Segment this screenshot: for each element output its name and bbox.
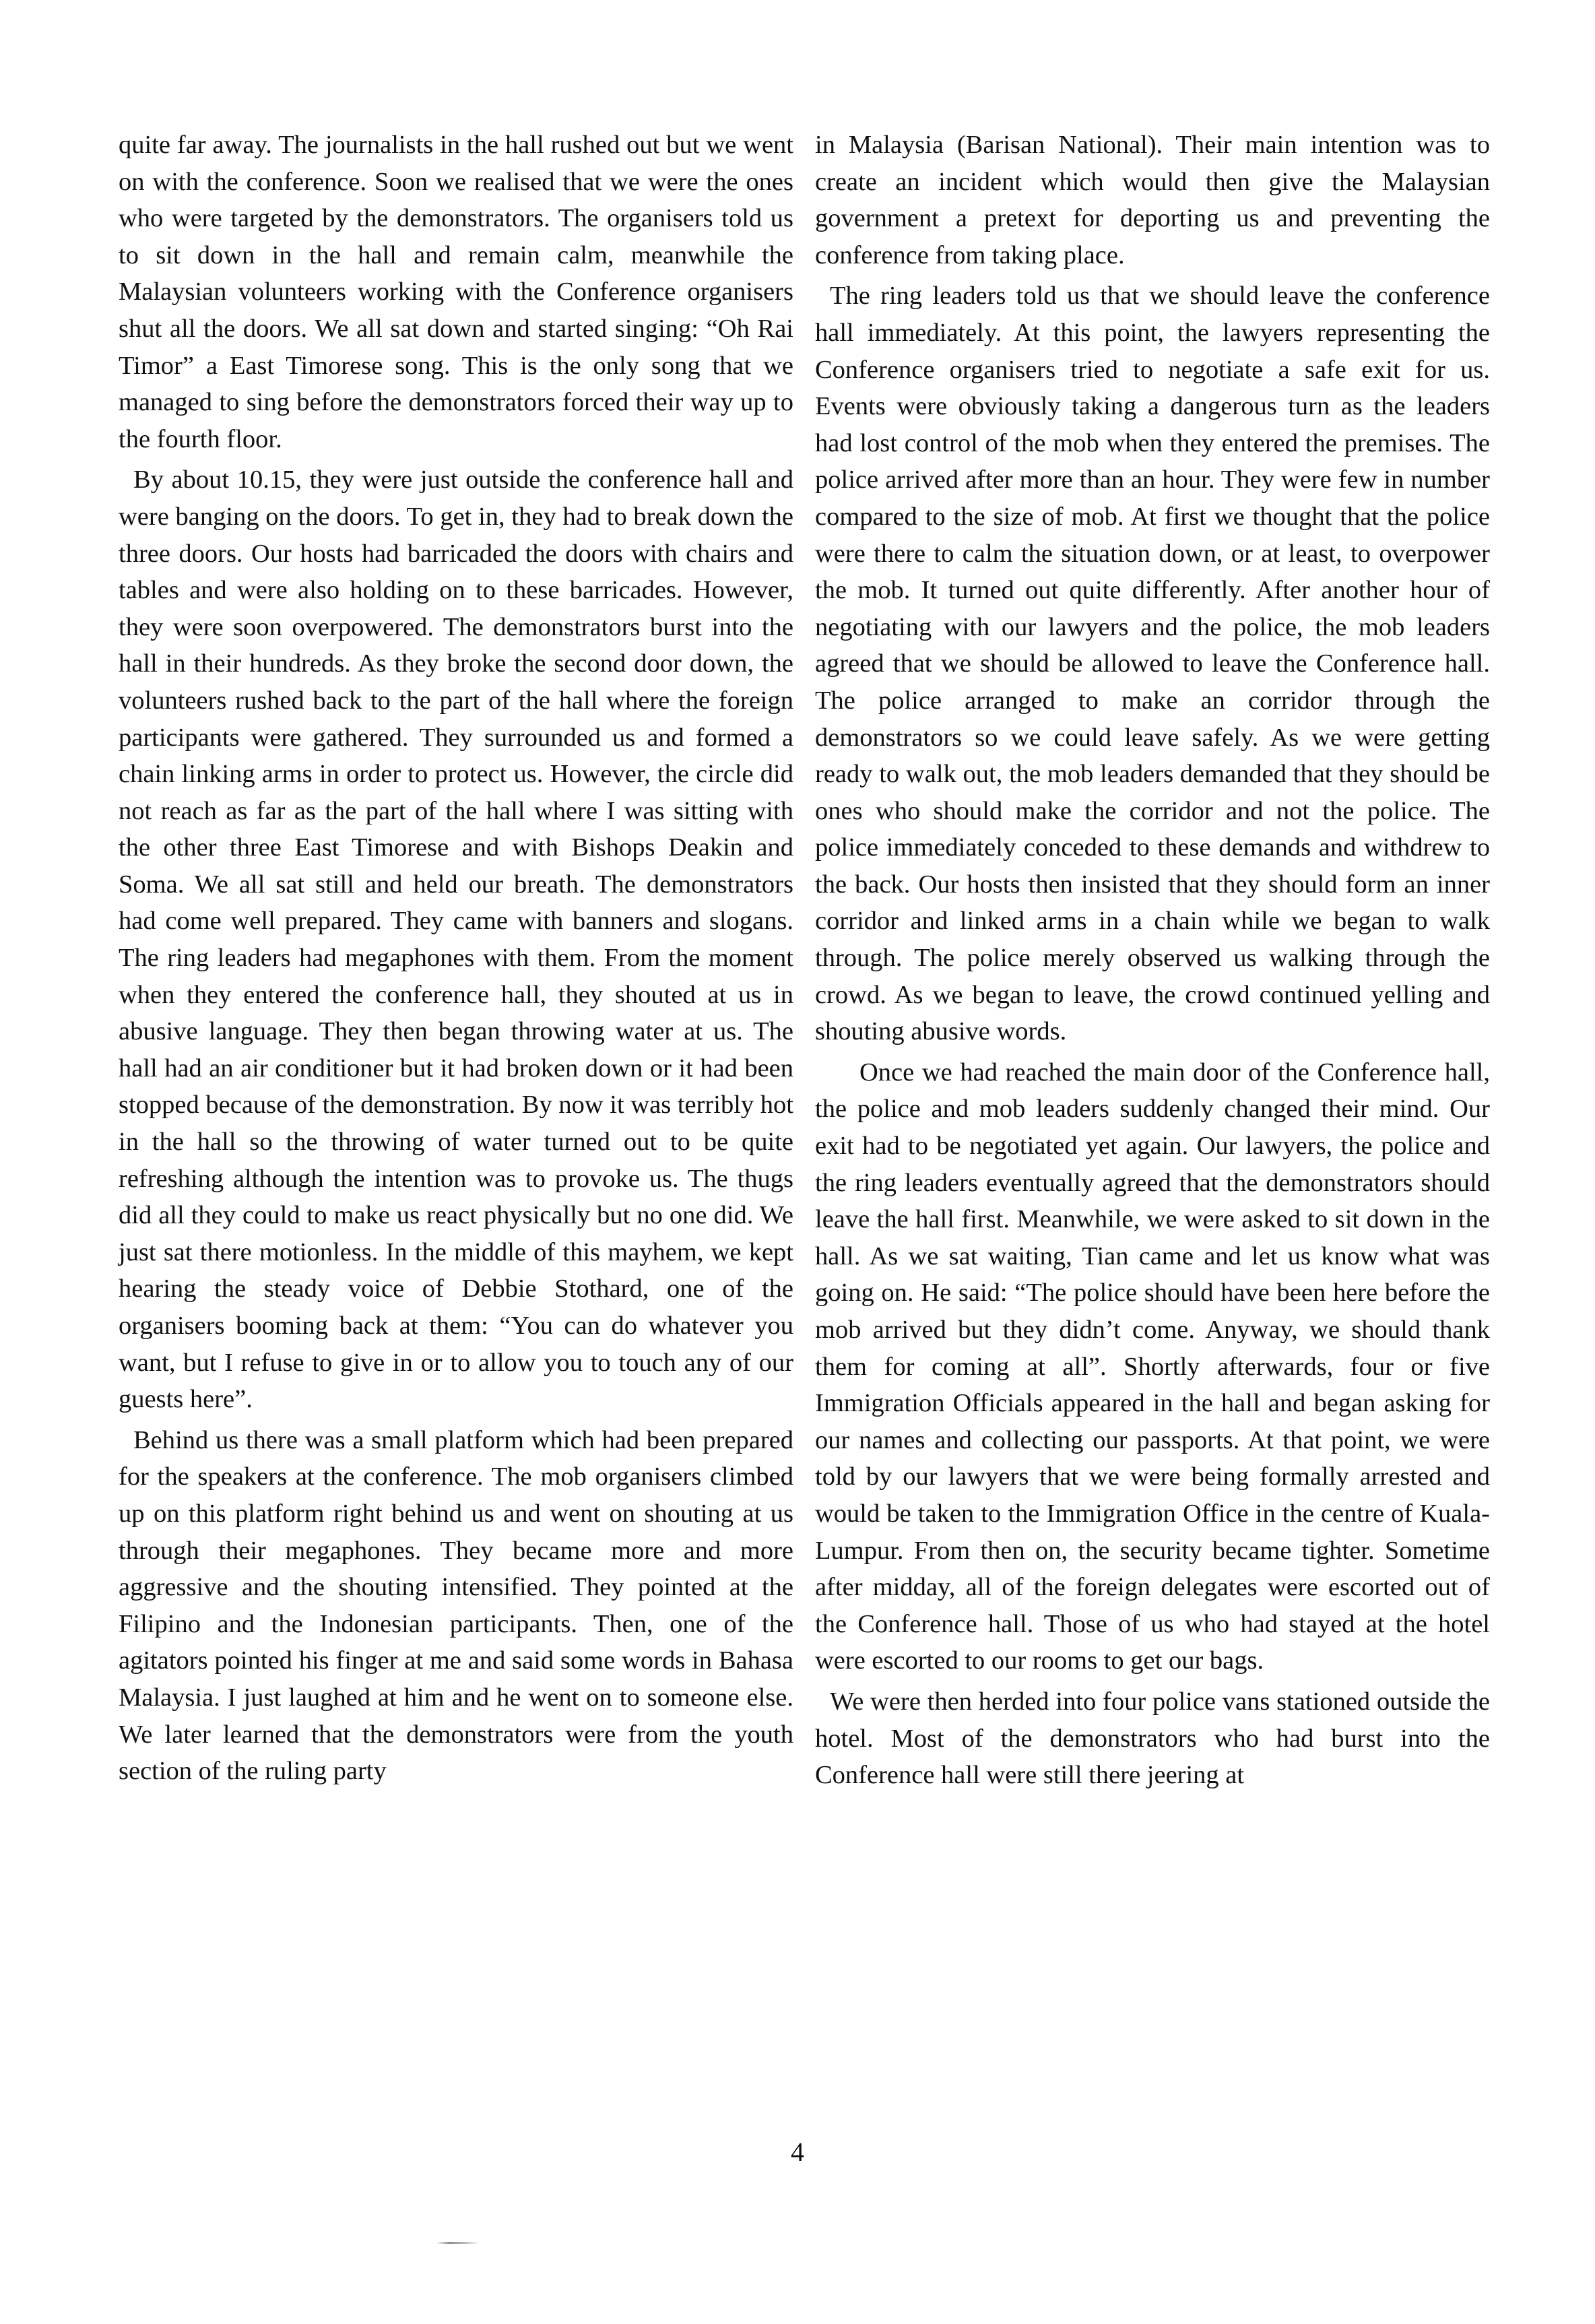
paragraph: We were then herded into four police vans stationed outside the hotel. Most of the demonstrators who had burst into the Conference hall were still there jeering at <box>815 1687 1490 1790</box>
paragraph: The ring leaders told us that we should leave the conference hall immediately. At this point, the lawyers representing the Conference organisers tried to negotiate a safe exit for us. Events were obviously taking a dangerous turn as the leaders had lost control of the mob when they entered the premises. The police arrived after more than an hour. They were few in number compared to the size of mob. At first we thought that the police were there to calm the situation down, or at least, to overpower the mob. It turned out quite differently. After another hour of negotiating with our lawyers and the police, the mob leaders agreed that we should be allowed to leave the Conference hall. The police arranged to make an corridor through the demonstrators so we could leave safely. As we were getting ready to walk out, the mob leaders demanded that they should be ones who should make the corridor and not the police. The police immediately conceded to these demands and withdrew to the back. Our hosts then insisted that they should form an inner corridor and linked arms in a chain while we began to walk through. The police merely observed us walking through the crowd. As we began to leave, the crowd continued yelling and shouting abusive words. <box>815 282 1490 1046</box>
paragraph: Once we had reached the main door of the Conference hall, the police and mob leaders suddenly changed their mind. Our exit had to be negotiated yet again. Our lawyers, the police and the ring leaders eventually agreed that the demonstrators should leave the hall first. Meanwhile, we were asked to sit down in the hall. As we sat waiting, Tian came and let us know what was going on. He said: “The police should have been here before the mob arrived but they didn’t come. Anyway, we should thank them for coming at all”. Shortly afterwards, four or five Immigration Officials appeared in the hall and began asking for our names and collecting our passports. At that point, we were told by our lawyers that we were being formally arrested and would be taken to the Immigration Office in the centre of Kuala-Lumpur. From then on, the security became tighter. Sometime after midday, all of the foreign delegates were escorted out of the Conference hall. Those of us who had stayed at the hotel were escorted to our rooms to get our bags. <box>815 1058 1490 1675</box>
right-column <box>815 127 1490 1794</box>
page-number: 4 <box>791 2137 804 2167</box>
paragraph: Behind us there was a small platform which had been prepared for the speakers at the conference. The mob organisers climbed up on this platform right behind us and went on shouting at us through their megaphones. They became more and more aggressive and the shouting intensified. They pointed at the Filipino and the Indonesian participants. Then, one of the agitators pointed his finger at me and said some words in Bahasa Malaysia. I just laughed at him and he went on to someone else. We later learned that the demonstrators were from the youth section of the ruling party <box>119 1425 793 1786</box>
scan-artifact <box>436 2242 480 2244</box>
paragraph: in Malaysia (Barisan National). Their main intention was to create an incident which would then give the Malaysian government a pretext for deporting us and preventing the conference from taking place. <box>815 131 1490 269</box>
left-column <box>119 127 793 1790</box>
paragraph: quite far away. The journalists in the hall rushed out but we went on with the conference. Soon we realised that we were the ones who were targeted by the demonstrators. The organisers told us to sit down in the hall and remain calm, meanwhile the Malaysian volunteers working with the Conference organisers shut all the doors. We all sat down and started singing: “Oh Rai Timor” a East Timorese song. This is the only song that we managed to sing before the demonstrators forced their way up to the fourth floor. <box>119 131 793 453</box>
paragraph: By about 10.15, they were just outside the conference hall and were banging on the doors. To get in, they had to break down the three doors. Our hosts had barricaded the doors with chairs and tables and were also holding on to these barricades. However, they were soon overpowered. The demonstrators burst into the hall in their hundreds. As they broke the second door down, the volunteers rushed back to the part of the hall where the foreign participants were gathered. They surrounded us and formed a chain linking arms in order to protect us. However, the circle did not reach as far as the part of the hall where I was sitting with the other three East Timorese and with Bishops Deakin and Soma. We all sat still and held our breath. The demonstrators had come well prepared. They came with banners and slogans. The ring leaders had megaphones with them. From the moment when they entered the conference hall, they shouted at us in abusive language. They then began throwing water at us. The hall had an air conditioner but it had broken down or it had been stopped because of the demonstration. By now it was terribly hot in the hall so the throwing of water turned out to be quite refreshing although the intention was to provoke us. The thugs did all they could to make us react physically but no one did. We just sat there motionless. In the middle of this mayhem, we kept hearing the steady voice of Debbie Stothard, one of the organisers booming back at them: “You can do whatever you want, but I refuse to give in or to allow you to touch any of our guests here”. <box>119 465 793 1414</box>
